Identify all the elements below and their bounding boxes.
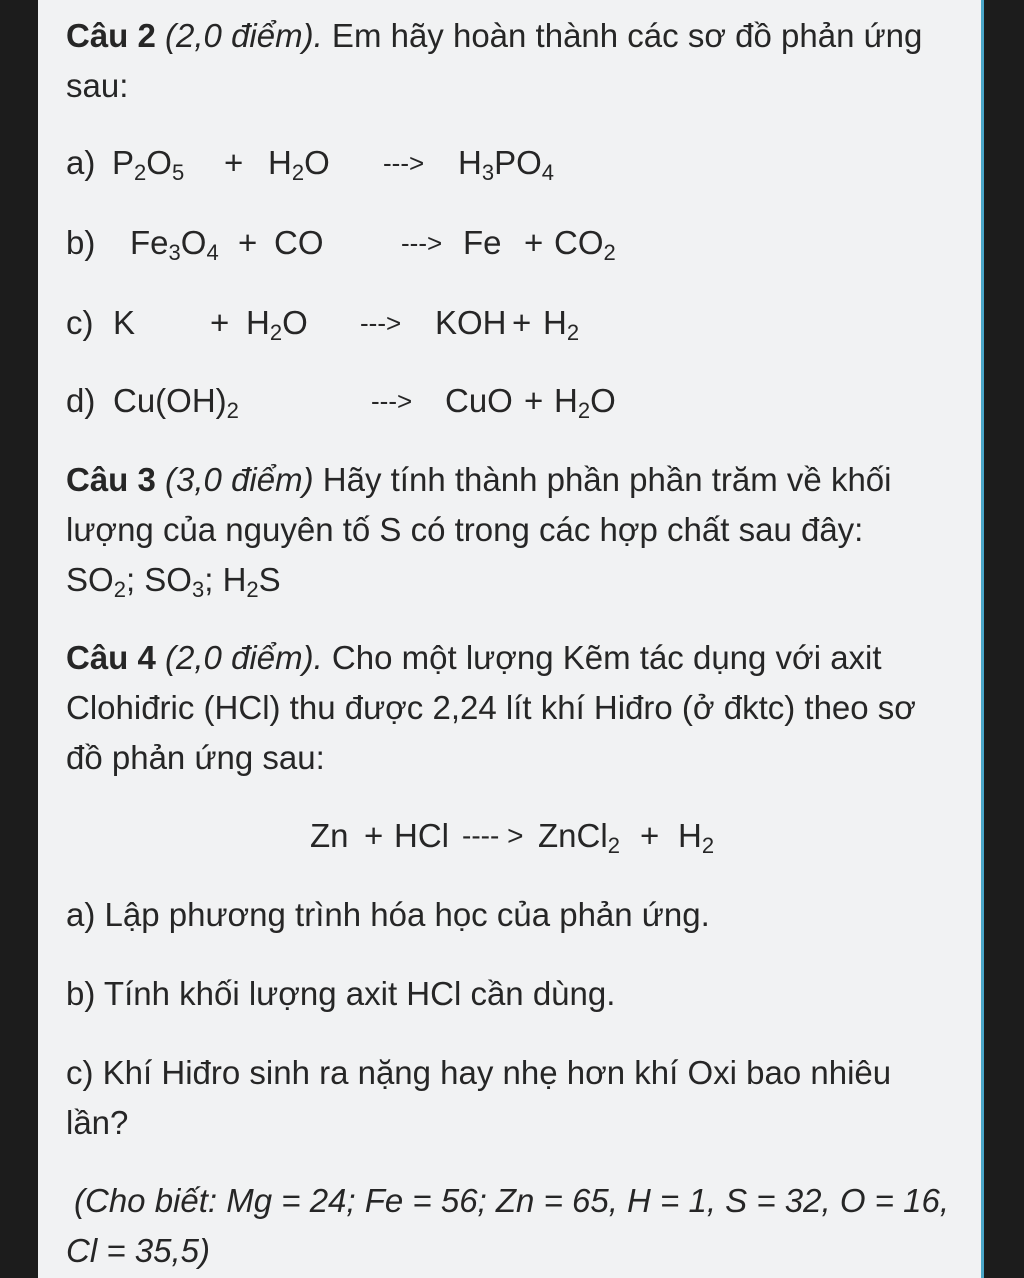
q2-prompt: Em hãy hoàn thành các sơ đồ phản ứng (322, 17, 923, 54)
reaction-arrow: ---- > (462, 820, 524, 851)
q2-prompt-cont: sau: (66, 67, 129, 104)
q2-heading (66, 16, 922, 56)
document-page (38, 0, 984, 1278)
q4-points: (2,0 điểm). (165, 639, 323, 676)
reactant-1: K (113, 304, 136, 341)
product-2: $H_2$ (543, 304, 580, 345)
q4-prompt-cont: Clohiđric (HCl) thu được 2,24 lít khí Hiđro (ở đktc) theo sơ (66, 689, 916, 726)
q2-reaction-d: d) $Cu(OH)_2$ ---> CuO + $H_2O$ (66, 382, 616, 423)
atomic-mass-note-cont: Cl = 35,5) (66, 1232, 210, 1269)
reactant-2: $H_2O$ (246, 304, 308, 345)
reactant-1: Zn (310, 817, 349, 854)
product-1: ZnCl$_2$ (538, 817, 620, 858)
q3-prompt-cont: lượng của nguyên tố S có trong các hợp chất sau đây: (66, 511, 864, 548)
q4-part-c: c) Khí Hiđro sinh ra nặng hay nhẹ hơn khí Oxi bao nhiêu (66, 1054, 892, 1091)
atomic-mass-note: (Cho biết: Mg = 24; Fe = 56; Zn = 65, H = 1, S = 32, O = 16, (74, 1182, 949, 1219)
product-2: $CO_2$ (554, 224, 616, 265)
q4-heading (66, 638, 882, 678)
q4-reaction: Zn + HCl ---- > ZnCl$_2$ + $H_2$ (310, 817, 715, 858)
q3-points: (3,0 điểm) (165, 461, 314, 498)
q4-label: Câu 4 (66, 639, 156, 676)
product-1: $H_3PO_4$ (458, 144, 555, 185)
q3-label: Câu 3 (66, 461, 156, 498)
q2-reaction-a: a) $P_2O_5$ + $H_2O$ ---> $H_3PO_4$ (66, 144, 555, 185)
product-2: $H_2O$ (554, 382, 616, 423)
reaction-arrow: ---> (383, 148, 425, 178)
reactant-1: $Fe_3O_4$ (130, 224, 219, 265)
q2-reaction-b: b) $Fe_3O_4$ + CO ---> Fe + $CO_2$ (66, 224, 616, 265)
q3-prompt: Hãy tính thành phần phần trăm về khối (313, 461, 892, 498)
reactant-2: CO (274, 224, 324, 261)
q4-prompt-cont-2: đồ phản ứng sau: (66, 739, 325, 776)
reaction-arrow: ---> (360, 308, 402, 338)
q2-label: Câu 2 (66, 17, 156, 54)
product-2: $H_2$ (678, 817, 715, 858)
product-1: KOH (435, 304, 507, 341)
reactant-2: $H_2O$ (268, 144, 330, 185)
q3-compounds: $SO_2$; $SO_3$; $H_2S$ (66, 561, 281, 602)
reaction-arrow: ---> (401, 228, 443, 258)
product-1: CuO (445, 382, 513, 419)
q3-heading (66, 460, 891, 500)
reactant-1: $Cu(OH)_2$ (113, 382, 239, 423)
q2-reaction-c: c) K + $H_2O$ ---> KOH + $H_2$ (66, 304, 580, 345)
q4-part-b: b) Tính khối lượng axit HCl cần dùng. (66, 975, 616, 1012)
reaction-arrow: ---> (371, 386, 413, 416)
reactant-1: $P_2O_5$ (112, 144, 185, 185)
q4-part-c-cont: lần? (66, 1104, 129, 1141)
q4-prompt: Cho một lượng Kẽm tác dụng với axit (322, 639, 882, 676)
reactant-2: HCl (394, 817, 449, 854)
q2-points: (2,0 điểm). (165, 17, 323, 54)
product-1: Fe (463, 224, 502, 261)
q4-part-a: a) Lập phương trình hóa học của phản ứng. (66, 896, 710, 933)
